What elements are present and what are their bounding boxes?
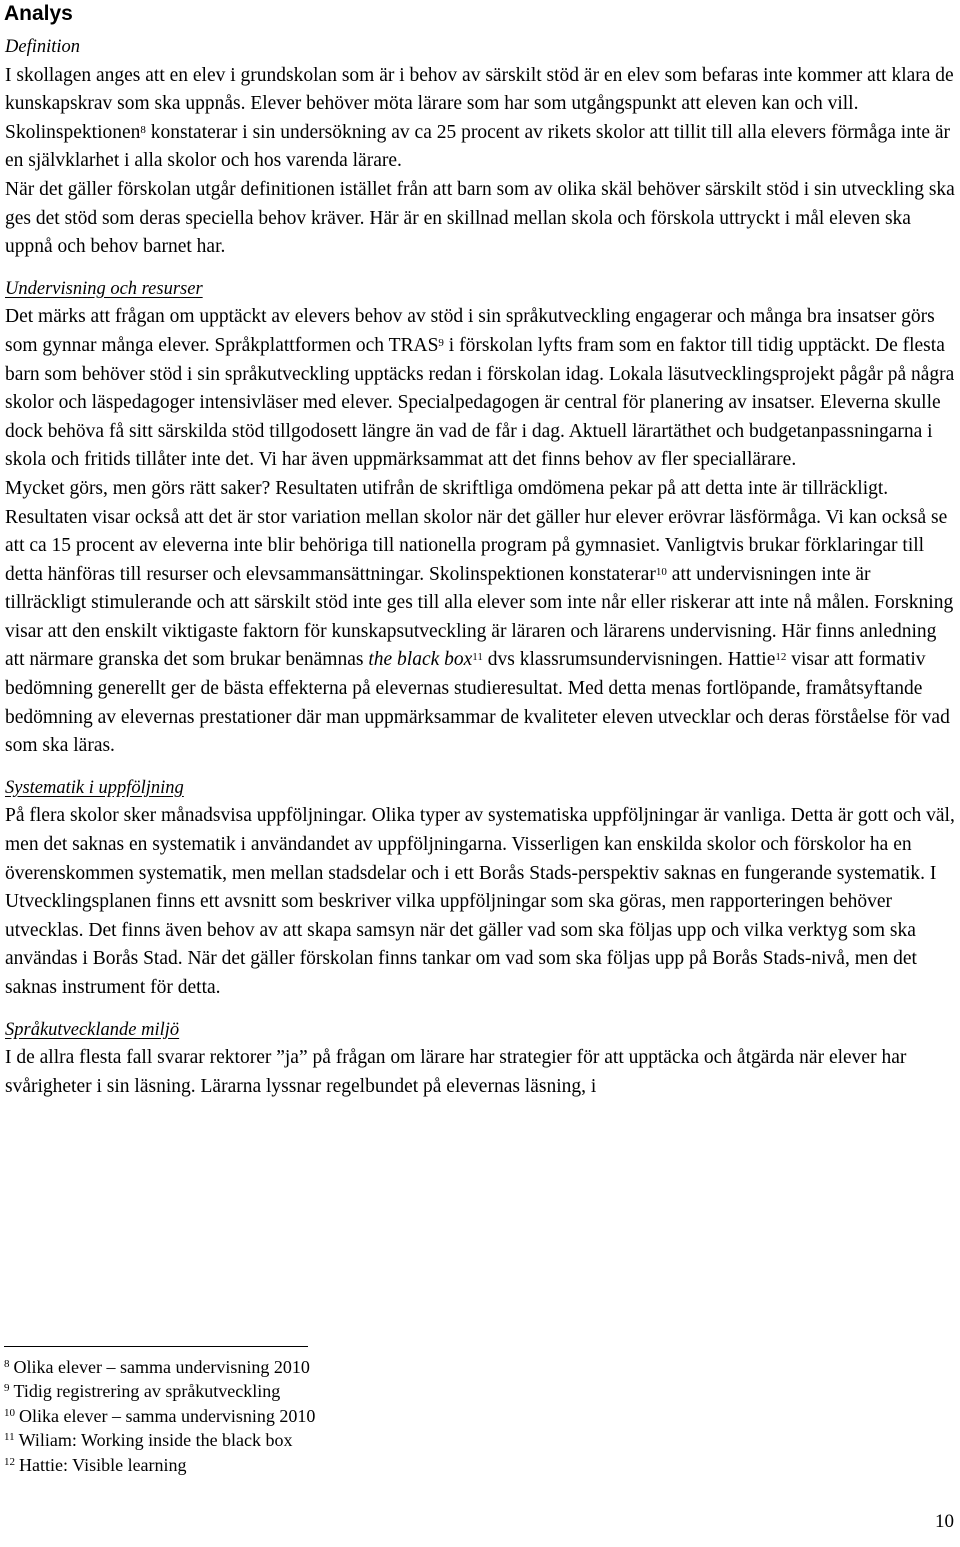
paragraph: Det märks att frågan om upptäckt av elevers behov av stöd i sin språkutveckling engagerar och många bra insatser görs som gynnar många elever. Språkplattformen och TRAS$^9$ i förskolan lyfts fram som en faktor till tidig upptäckt. De flesta barn som behöver stöd i sin språkutveckling upptäcks redan i förskolan idag. Lokala läsutvecklingsprojekt pågår på några skolor och läspedagoger intensivläser med elever. Specialpedagogen är central för planering av insatser. Eleverna skulle dock behöva få sitt särskilda stöd tillgodosett längre än vad de får i dag. Aktuell lärartäthet och budgetanpassningarna i skola och fritids tillåter inte det. Vi har även uppmärksammat att det finns behov av fler speciallärare. [5, 306, 955, 471]
footnote-ref: 9 [438, 336, 444, 349]
paragraph: I de allra flesta fall svarar rektorer ”ja” på frågan om lärare har strategier för att upptäcka och åtgärda när elever har svårigheter i sin läsning. Lärarna lyssnar regelbundet på elevernas läsning, i [5, 1047, 907, 1097]
footnote-ref: 10 [655, 565, 667, 578]
footnote: $^8$ Olika elever – samma undervisning 2010 [4, 1357, 310, 1377]
footnotes [4, 1355, 604, 1477]
page-number: 10 [935, 1511, 954, 1532]
italic-term: the black box [368, 649, 473, 671]
paragraph: När det gäller förskolan utgår definitionen istället från att barn som av olika skäl behöver särskilt stöd i sin utveckling ska ges det stöd som deras speciella behov kräver. Här är en skillnad mellan skola och förskola uttryckt i mål eleven ska uppnå och behov barnet har. [5, 178, 955, 258]
paragraph: I skollagen anges att en elev i grundskolan som är i behov av särskilt stöd är en elev som befaras inte kommer att klara de kunskapskrav som ska uppnås. Elever behöver möta lärare som har som utgångspunkt att eleven kan och vill. Skolinspektionen$^8$ konstaterar i sin undersökning av ca 25 procent av rikets skolor att tillit till alla elevers förmåga inte är en självklarhet i alla skolor och hos varenda lärare. [5, 64, 954, 172]
footnote: $^9$ Tidig registrering av språkutveckling [4, 1381, 281, 1402]
footnote-divider [4, 1346, 308, 1347]
section-heading-definition: Definition [5, 37, 81, 57]
footnote-ref: 11 [472, 651, 483, 664]
footnote: $^{10}$ Olika elever – samma undervisning 2010 [4, 1405, 316, 1426]
page-title: Analys [4, 2, 73, 25]
footnote: $^{12}$ Hattie: Visible learning [4, 1454, 187, 1475]
paragraph: Mycket görs, men görs rätt saker? Resultaten utifrån de skriftliga omdömena pekar på att detta inte är tillräckligt. Resultaten visar också att det är stor variation mellan skolor när det gäller hur elever erövrar läsförmåga. Vi kan också se att ca 15 procent av eleverna inte blir behöriga till nationella program på gymnasiet. Vanligtvis brukar förklaringar till detta hänföras till resurser och elevsammansättningar. Skolinspektionen konstaterar$^{10}$ att undervisningen inte är tillräckligt stimulerande och att särskilt stöd inte ges till alla elever som inte når eller riskerar att inte nå målen. Forskning visar att den enskilt viktigaste faktorn för kunskapsutveckling är läraren och lärarens undervisning. Här finns anledning att närmare granska det som brukar benämnas the black box$^{11}$ dvs klassrumsundervisningen. Hattie$^{12}$ visar att formativ bedömning generellt ger de bästa effekterna på elevernas studieresultat. Med detta menas fortlöpande, framåtsyftande bedömning av elevernas prestationer där man uppmärksammar de kvaliteter eleven utvecklar och deras förståelse för vad som ska läras. [5, 477, 954, 757]
footnote: $^{11}$ Wiliam: Working inside the black box [4, 1430, 293, 1451]
footnote-ref: 8 [140, 123, 146, 136]
main-content [5, 33, 955, 1101]
section-heading-undervisning: Undervisning och resurser [5, 278, 203, 299]
footnote-ref: 12 [775, 651, 787, 664]
section-heading-systematik: Systematik i uppföljning [5, 777, 184, 798]
paragraph: På flera skolor sker månadsvisa uppföljningar. Olika typer av systematiska uppföljningar är vanliga. Detta är gott och väl, men det saknas en systematik i användandet av uppföljningarna. Visserligen kan enskilda skolor och förskolor ha en överenskommen systematik, men mellan stadsdelar och i ett Borås Stads-perspektiv saknas en fungerande systematik. I Utvecklingsplanen finns ett avsnitt som beskriver vilka uppföljningar som ska göras, men rapporteringen behöver utvecklas. Det finns även behov av att skapa samsyn när det gäller vad som ska följas upp och vilka verktyg som ska användas i Borås Stad. När det gäller förskolan finns tankar om vad som ska följas upp på Borås Stads-nivå, men det saknas instrument för detta. [5, 805, 955, 998]
section-heading-sprak: Språkutvecklande miljö [5, 1019, 180, 1040]
